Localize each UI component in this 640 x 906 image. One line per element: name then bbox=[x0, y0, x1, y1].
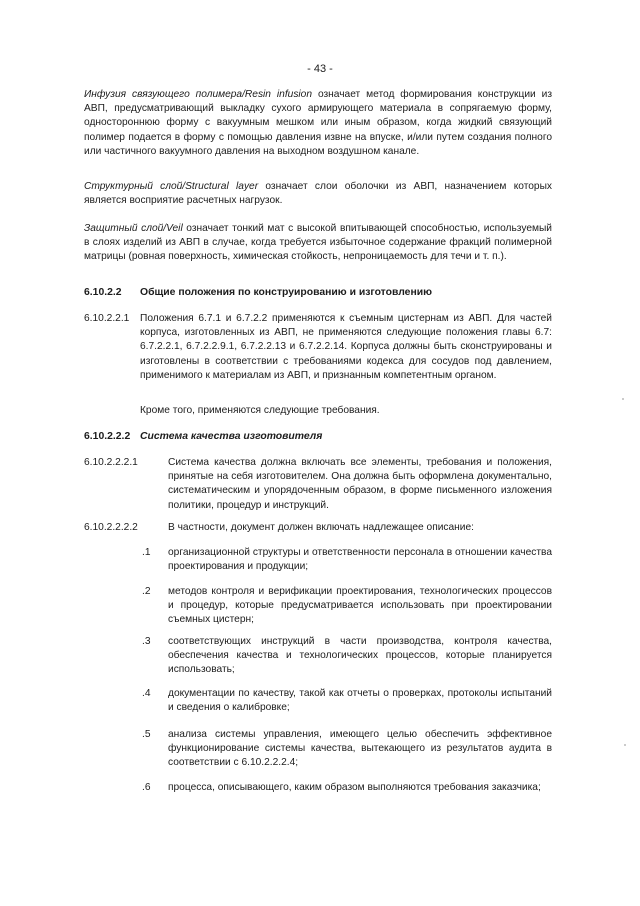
definition-term: Структурный слой/Structural layer bbox=[84, 181, 259, 192]
list-item bbox=[84, 635, 552, 678]
list-item bbox=[84, 687, 552, 715]
list-item-number: .5 bbox=[142, 729, 151, 740]
paragraph-number: 6.10.2.2.2.1 bbox=[84, 457, 138, 468]
list-item-number: .4 bbox=[142, 688, 151, 699]
list-item bbox=[84, 585, 552, 628]
paragraph-text: Положения 6.7.1 и 6.7.2.2 применяются к съемным цистернам из АВП. Для частей корпуса, изготовленных из АВП, не применяются следующие положения главы 6.7: 6.7.2.2.1, 6.7.2.2.9.1, 6.7.2.2.13 и 6.7.2.2.14. Корпуса должны быть сконструированы и изготовлены в соответствии с требованиями кодекса для сосудов под давлением, применимого к материалам из АВП, и признанным компетентным органом. bbox=[140, 313, 552, 381]
list-item-text: методов контроля и верификации проектирования, технологических процессов и процедур, которые предусматривается использовать при проектировании съемных цистерн; bbox=[168, 586, 552, 626]
paragraph-number: 6.10.2.2.2.2 bbox=[84, 522, 138, 533]
definition-term: Защитный слой/Veil bbox=[84, 223, 183, 234]
page-number: - 43 - bbox=[307, 63, 333, 75]
definition-structural-layer bbox=[84, 180, 552, 208]
paragraph-6-10-2-2-2-1 bbox=[84, 456, 552, 513]
scan-speck bbox=[622, 398, 624, 400]
section-title: Общие положения по конструированию и изготовлению bbox=[140, 287, 433, 298]
section-heading-quality-system bbox=[84, 430, 322, 444]
definition-veil bbox=[84, 222, 552, 265]
list-item-text: организационной структуры и ответственности персонала в отношении качества проектирования и продукции; bbox=[168, 547, 552, 573]
paragraph-text: Система качества должна включать все элементы, требования и положения, принятые на себя изготовителем. Она должна быть оформлена документально, систематическим и упорядоченным образом, в форме письменного изложения политики, процедур и инструкций. bbox=[168, 457, 552, 511]
definition-term: Инфузия связующего полимера/Resin infusion bbox=[84, 89, 313, 100]
paragraph-6-10-2-2-1 bbox=[84, 312, 552, 383]
list-item-text: документации по качеству, такой как отчеты о проверках, протоколы испытаний и сведения о калибровке; bbox=[168, 688, 552, 714]
list-item bbox=[84, 546, 552, 574]
paragraph-number: 6.10.2.2.1 bbox=[84, 313, 130, 324]
list-item-number: .2 bbox=[142, 586, 151, 597]
section-number: 6.10.2.2.2 bbox=[84, 431, 131, 442]
definition-text: означает тонкий мат с высокой впитывающей способностью, используемый в слоях изделий из АВП в случае, когда требуется избыточное содержание фракций полимерной матрицы (ровная поверхность, химическая стойкость, непроницаемость для течи и т. п.). bbox=[84, 223, 553, 263]
section-title: Система качества изготовителя bbox=[140, 431, 323, 442]
section-number: 6.10.2.2 bbox=[84, 287, 122, 298]
paragraph-6-10-2-2-2-2 bbox=[84, 521, 552, 535]
list-item-text: анализа системы управления, имеющего целью обеспечить эффективное функционирование системы качества, вытекающего из результатов аудита в соответствии с 6.10.2.2.2.4; bbox=[168, 729, 552, 769]
list-item-number: .1 bbox=[142, 547, 151, 558]
definition-resin-infusion bbox=[84, 88, 552, 159]
definition-text: означает метод формирования конструкции из АВП, предусматривающий выкладку сухого армирующего материала в сопрягаемую форму, одностороннюю форму с вакуумным мешком или иным образом, когда жидкий связующий полимер подается в форму с помощью давления извне на впуске, и/или путем создания полного или частичного вакуумного давления на выходном воздушном канале. bbox=[84, 89, 552, 157]
additional-requirements-text: Кроме того, применяются следующие требования. bbox=[140, 405, 380, 416]
paragraph-text: В частности, документ должен включать надлежащее описание: bbox=[168, 522, 474, 533]
scan-speck bbox=[624, 744, 626, 746]
section-heading-general bbox=[84, 286, 432, 300]
list-item-number: .3 bbox=[142, 636, 151, 647]
list-item bbox=[84, 728, 552, 771]
list-item-text: соответствующих инструкций в части производства, контроля качества, обеспечения качества и технологических процессов, которые планируется использовать; bbox=[168, 636, 552, 676]
list-item-text: процесса, описывающего, каким образом выполняются требования заказчика; bbox=[168, 782, 541, 793]
list-item bbox=[84, 781, 552, 795]
definition-text: означает слои оболочки из АВП, назначением которых является восприятие расчетных нагрузок. bbox=[84, 181, 553, 207]
list-item-number: .6 bbox=[142, 782, 151, 793]
